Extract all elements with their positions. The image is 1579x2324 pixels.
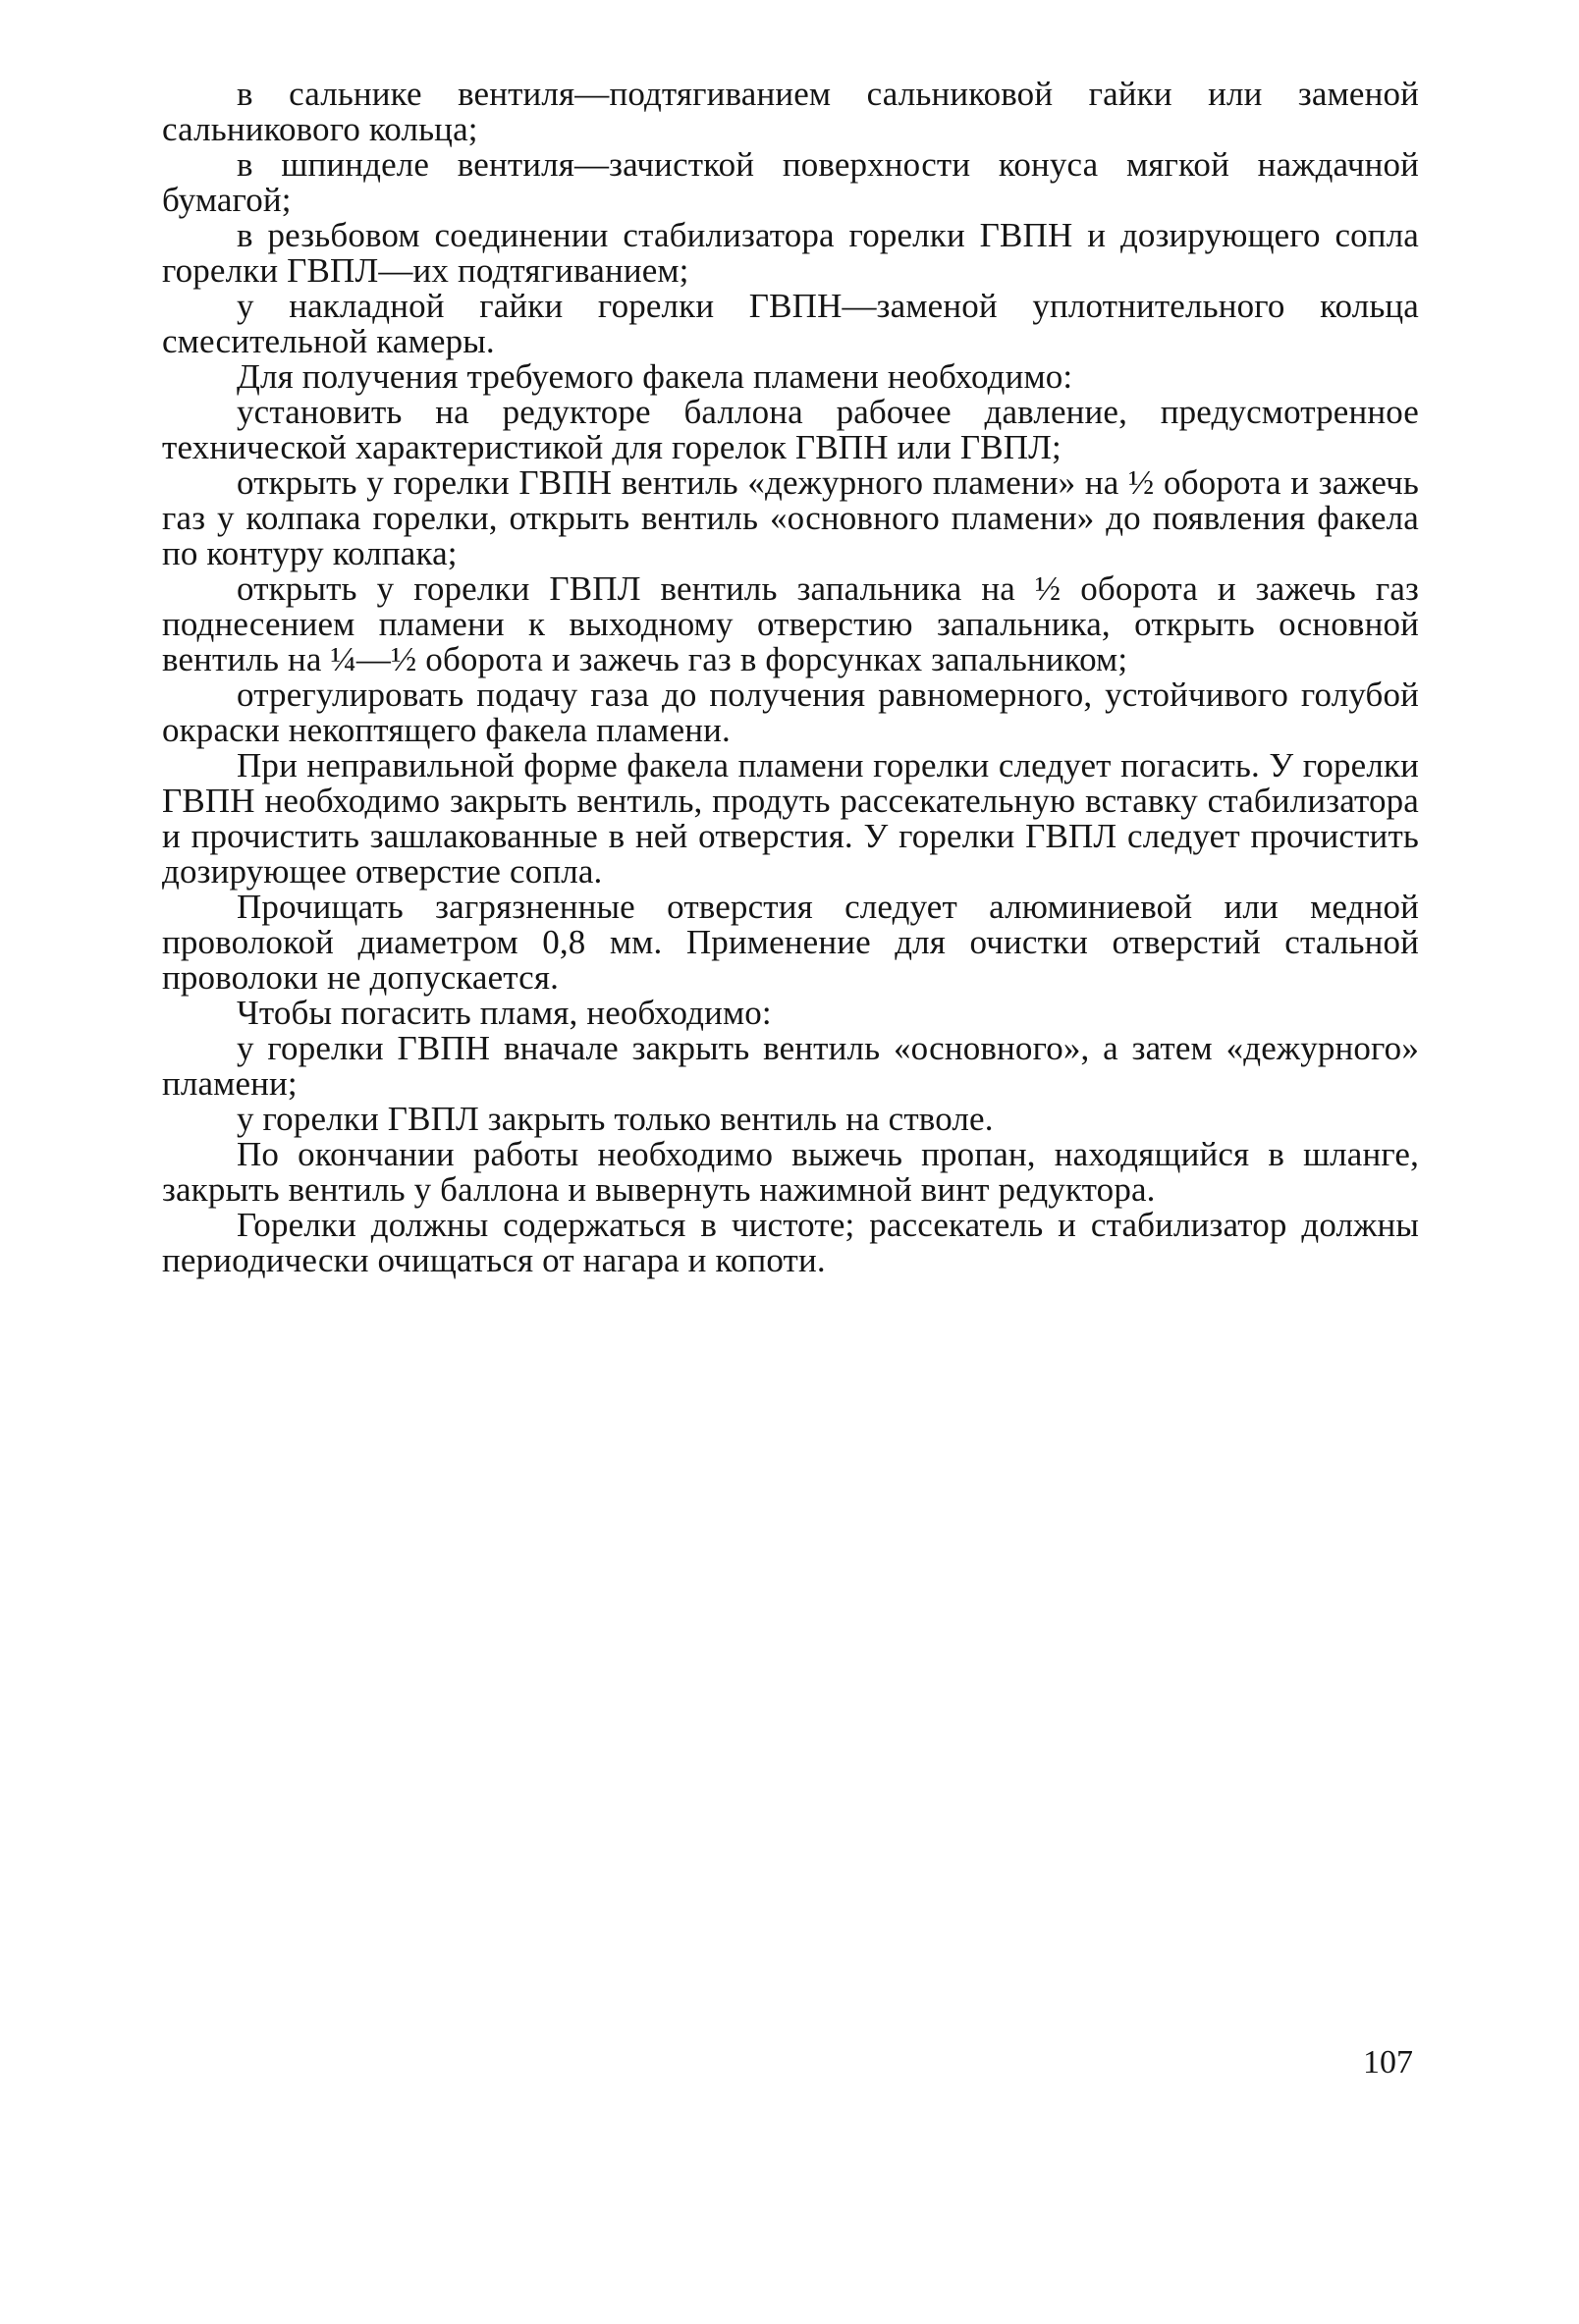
paragraph-gland-valve: в сальнике вентиля—подтягиванием сальниковой гайки или заменой сальникового кольца; [162, 75, 1419, 148]
paragraph-wrong-flame: При неправильной форме факела пламени горелки следует погасить. У горелки ГВПН необходимо закрыть вентиль, продуть рассекательную вставку стабилизатора и прочистить зашлакованные в ней отверстия. У горелки ГВПЛ следует прочистить дозирующее отверстие сопла. [162, 746, 1419, 891]
paragraph-cap-nut: у накладной гайки горелки ГВПН—заменой уплотнительного кольца смесительной камеры. [162, 287, 1419, 360]
paragraph-threaded-joint: в резьбовом соединении стабилизатора горелки ГВПН и дозирующего сопла горелки ГВПЛ—их подтягиванием; [162, 216, 1419, 290]
paragraph-cleaning-holes: Прочищать загрязненные отверстия следует алюминиевой или медной проволокой диаметром 0,8 мм. Применение для очистки отверстий стальной проволоки не допускается. [162, 888, 1419, 997]
paragraph-adjust-gas: отрегулировать подачу газа до получения равномерного, устойчивого голубой окраски некоптящего факела пламени. [162, 676, 1419, 749]
paragraph-maintenance: Горелки должны содержаться в чистоте; рассекатель и стабилизатор должны периодически очищаться от нагара и копоти. [162, 1206, 1419, 1279]
page-number: 107 [1363, 2044, 1413, 2081]
paragraph-gvpn-ignite: открыть у горелки ГВПН вентиль «дежурного пламени» на ½ оборота и зажечь газ у колпака горелки, открыть вентиль «основного пламени» до появления факела по контуру колпака; [162, 463, 1419, 572]
paragraph-extinguish-intro: Чтобы погасить пламя, необходимо: [237, 994, 772, 1032]
paragraph-end-of-work: По окончании работы необходимо выжечь пропан, находящийся в шланге, закрыть вентиль у баллона и вывернуть нажимной винт редуктора. [162, 1135, 1419, 1209]
paragraph-gvpn-extinguish: у горелки ГВПН вначале закрыть вентиль «основного», а затем «дежурного» пламени; [162, 1029, 1419, 1103]
paragraph-spindle: в шпинделе вентиля—зачисткой поверхности конуса мягкой наждачной бумагой; [162, 145, 1419, 219]
body-text [162, 77, 1419, 1278]
paragraph-gvpl-ignite: открыть у горелки ГВПЛ вентиль запальника на ½ оборота и зажечь газ поднесением пламени к выходному отверстию запальника, открыть основной вентиль на ¼—½ оборота и зажечь газ в форсунках запальником; [162, 569, 1419, 678]
paragraph-set-pressure: установить на редукторе баллона рабочее давление, предусмотренное технической характеристикой для горелок ГВПН или ГВПЛ; [162, 393, 1419, 466]
paragraph-gvpl-extinguish: у горелки ГВПЛ закрыть только вентиль на стволе. [237, 1100, 994, 1138]
paragraph-flame-intro: Для получения требуемого факела пламени необходимо: [237, 357, 1073, 396]
